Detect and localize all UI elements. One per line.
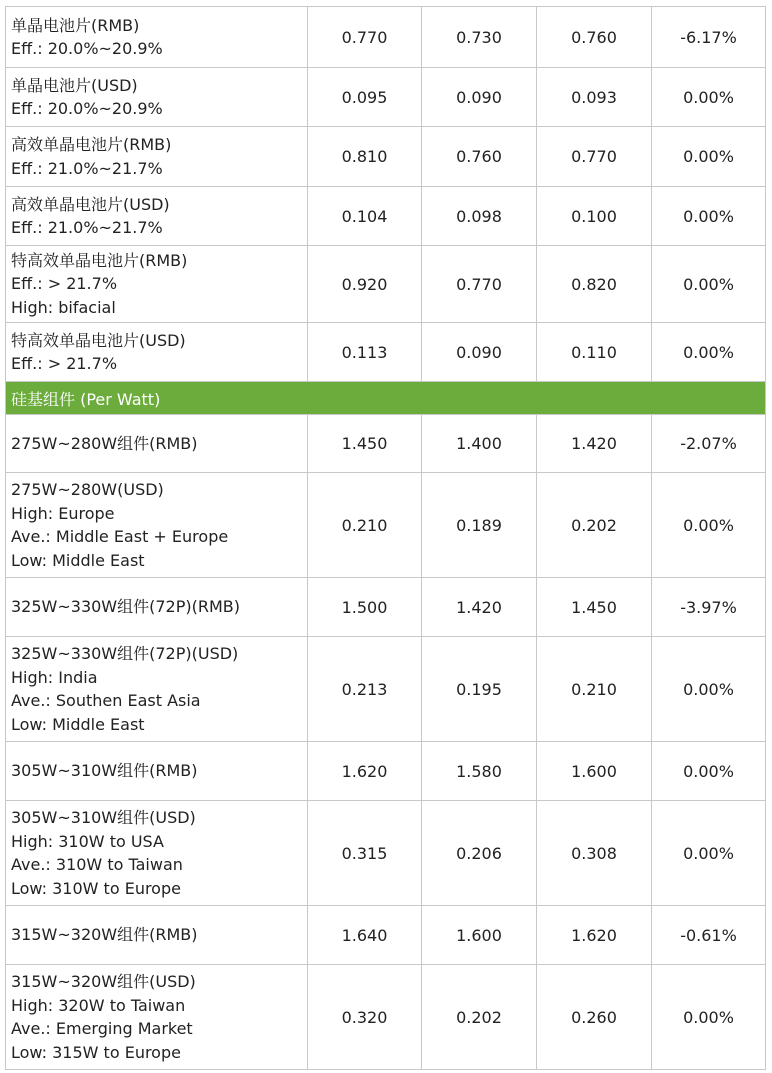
change-cell: 0.00% [652,127,766,187]
product-detail: Ave.: Middle East + Europe [11,527,229,546]
table-row [6,246,766,323]
product-detail: Eff.: > 21.7% [11,354,118,373]
product-cell [6,323,308,382]
product-detail: Ave.: Emerging Market [11,1019,193,1038]
low-price-cell: 0.090 [422,68,537,127]
product-name: 高效单晶电池片(USD) [11,194,170,214]
avg-price-cell: 1.600 [537,742,652,801]
product-cell [6,965,308,1070]
product-name: 325W~330W组件(72P)(RMB) [11,597,241,617]
avg-price-cell: 0.210 [537,637,652,742]
product-name: 高效单晶电池片(RMB) [11,135,172,154]
avg-price-cell: 1.450 [537,578,652,637]
high-price-cell: 0.210 [308,473,422,578]
product-detail: Low: Middle East [11,714,145,734]
product-detail: High: 310W to USA [11,831,164,851]
change-cell: -3.97% [652,578,766,637]
change-cell: 0.00% [652,246,766,323]
high-price-cell: 0.810 [308,127,422,187]
product-name: 特高效单晶电池片(RMB) [11,250,188,270]
section-header-row [6,382,766,415]
table-row [6,578,766,637]
avg-price-cell: 0.820 [537,246,652,323]
product-cell [6,473,308,578]
low-price-cell: 0.090 [422,323,537,382]
change-cell: -6.17% [652,7,766,68]
high-price-cell: 0.104 [308,187,422,246]
low-price-cell: 0.202 [422,965,537,1070]
product-name: 275W~280W(USD) [11,480,164,499]
product-cell [6,7,308,68]
product-detail: Eff.: 21.0%~21.7% [11,218,163,237]
low-price-cell: 1.420 [422,578,537,637]
product-detail: Eff.: 20.0%~20.9% [11,99,163,118]
price-table-body [6,7,766,1070]
product-cell [6,187,308,246]
change-cell: 0.00% [652,965,766,1070]
product-cell [6,127,308,187]
product-detail: Low: 310W to Europe [11,878,181,898]
high-price-cell: 1.620 [308,742,422,801]
table-row [6,187,766,246]
high-price-cell: 0.095 [308,68,422,127]
low-price-cell: 0.730 [422,7,537,68]
product-detail: Eff.: > 21.7% [11,274,118,294]
avg-price-cell: 0.308 [537,801,652,906]
table-row [6,68,766,127]
table-row [6,801,766,906]
product-name: 单晶电池片(USD) [11,75,138,95]
table-row [6,323,766,382]
product-detail: Eff.: 21.0%~21.7% [11,158,163,178]
low-price-cell: 0.098 [422,187,537,246]
avg-price-cell: 0.093 [537,68,652,127]
low-price-cell: 1.400 [422,415,537,473]
avg-price-cell: 0.110 [537,323,652,382]
product-cell [6,906,308,965]
high-price-cell: 1.640 [308,906,422,965]
high-price-cell: 0.113 [308,323,422,382]
low-price-cell: 0.189 [422,473,537,578]
product-detail: Low: 315W to Europe [11,1042,181,1062]
product-detail: High: India [11,667,98,687]
product-detail: Eff.: 20.0%~20.9% [11,39,163,58]
avg-price-cell: 0.760 [537,7,652,68]
table-row [6,7,766,68]
product-name: 325W~330W组件(72P)(USD) [11,644,239,663]
change-cell: 0.00% [652,473,766,578]
table-row [6,906,766,965]
table-row [6,473,766,578]
product-name: 275W~280W组件(RMB) [11,433,198,453]
product-cell [6,801,308,906]
change-cell: 0.00% [652,742,766,801]
low-price-cell: 0.770 [422,246,537,323]
high-price-cell: 0.920 [308,246,422,323]
product-detail: Ave.: Southen East Asia [11,691,201,710]
product-cell [6,578,308,637]
product-detail: Low: Middle East [11,550,145,570]
table-row [6,965,766,1070]
high-price-cell: 1.450 [308,415,422,473]
low-price-cell: 1.600 [422,906,537,965]
high-price-cell: 0.770 [308,7,422,68]
product-name: 305W~310W组件(RMB) [11,761,198,781]
high-price-cell: 0.315 [308,801,422,906]
avg-price-cell: 1.420 [537,415,652,473]
product-name: 315W~320W组件(RMB) [11,925,198,945]
low-price-cell: 0.195 [422,637,537,742]
change-cell: -0.61% [652,906,766,965]
table-row [6,637,766,742]
table-row [6,127,766,187]
product-detail: Ave.: 310W to Taiwan [11,855,183,874]
product-name: 315W~320W组件(USD) [11,972,196,991]
low-price-cell: 1.580 [422,742,537,801]
product-cell [6,637,308,742]
avg-price-cell: 0.260 [537,965,652,1070]
product-cell [6,246,308,323]
change-cell: 0.00% [652,637,766,742]
low-price-cell: 0.760 [422,127,537,187]
high-price-cell: 0.213 [308,637,422,742]
product-name: 305W~310W组件(USD) [11,808,196,827]
product-detail: High: bifacial [11,297,116,317]
table-row [6,742,766,801]
section-title: 硅基组件 (Per Watt) [6,382,766,415]
high-price-cell: 0.320 [308,965,422,1070]
low-price-cell: 0.206 [422,801,537,906]
avg-price-cell: 0.770 [537,127,652,187]
change-cell: 0.00% [652,187,766,246]
avg-price-cell: 0.202 [537,473,652,578]
price-table [5,6,766,1070]
change-cell: -2.07% [652,415,766,473]
avg-price-cell: 1.620 [537,906,652,965]
product-name: 单晶电池片(RMB) [11,15,140,35]
product-name: 特高效单晶电池片(USD) [11,330,186,350]
product-detail: High: Europe [11,503,115,523]
change-cell: 0.00% [652,801,766,906]
product-detail: High: 320W to Taiwan [11,995,186,1015]
product-cell [6,68,308,127]
change-cell: 0.00% [652,323,766,382]
product-cell [6,742,308,801]
high-price-cell: 1.500 [308,578,422,637]
avg-price-cell: 0.100 [537,187,652,246]
change-cell: 0.00% [652,68,766,127]
table-row [6,415,766,473]
product-cell [6,415,308,473]
